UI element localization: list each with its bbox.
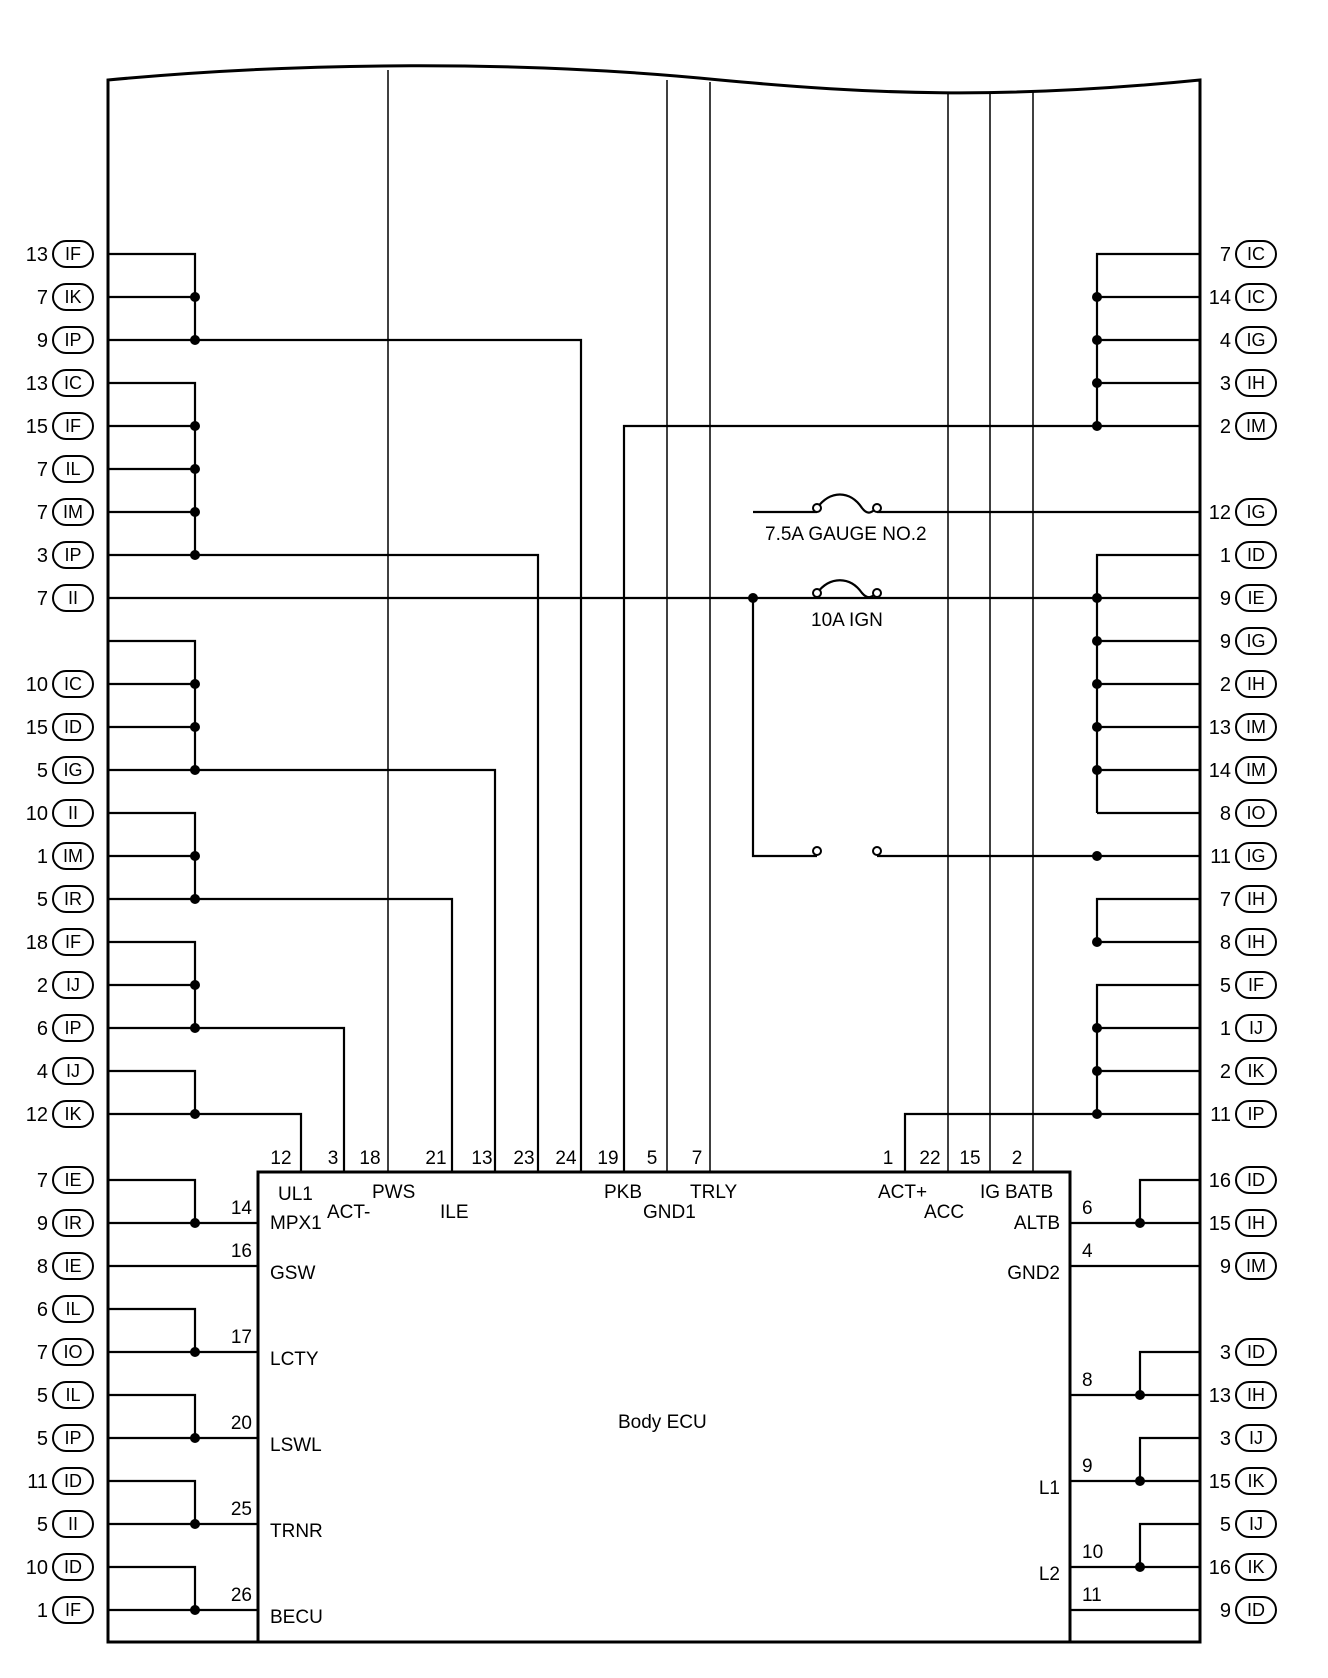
- connector-pin-number: 9: [1219, 631, 1231, 653]
- connector-pin-number: 1: [1219, 1018, 1231, 1040]
- connector-pin-number: 1: [36, 1600, 48, 1622]
- connector-pin-number: 5: [36, 889, 48, 911]
- ecu-top-pin-number: 19: [597, 1148, 619, 1169]
- connector-code: ID: [1247, 1170, 1265, 1190]
- connector-pin-number: 7: [36, 1342, 48, 1364]
- connector-pin-number: 5: [1219, 975, 1231, 997]
- connector-pin-number: 2: [1219, 1061, 1231, 1083]
- connector-pin-number: 5: [1219, 1514, 1231, 1536]
- left-connector-ii-7: [37, 585, 93, 611]
- connector-code: IG: [1246, 846, 1266, 866]
- wire: [1140, 1524, 1200, 1567]
- right-connector-im-13: [1209, 714, 1276, 740]
- ecu-top-pin-label: ILE: [440, 1202, 469, 1223]
- ecu-left-pin-number: 26: [230, 1585, 252, 1606]
- connector-pin-number: 8: [36, 1256, 48, 1278]
- connector-code: IJ: [1248, 1514, 1264, 1534]
- ecu-top-pin-number: 13: [471, 1148, 493, 1169]
- junction-dot: [190, 1023, 200, 1033]
- ecu-top-pin-label: BATB: [1005, 1182, 1054, 1203]
- connector-code: IL: [65, 1385, 81, 1405]
- junction-dot: [1092, 378, 1102, 388]
- ecu-top-pin-number: 3: [327, 1148, 339, 1169]
- junction-dot: [190, 1218, 200, 1228]
- ecu-right-pin-number: 4: [1082, 1241, 1093, 1262]
- connector-code: IG: [63, 760, 83, 780]
- connector-code: II: [67, 1514, 79, 1534]
- junction-dot: [190, 1433, 200, 1443]
- ecu-left-pin-number: 16: [230, 1241, 252, 1262]
- left-connector-il-7: [37, 456, 93, 482]
- connector-pin-number: 9: [1219, 1600, 1231, 1622]
- connector-code: IH: [1247, 1213, 1265, 1233]
- connector-pin-number: 7: [36, 1170, 48, 1192]
- connector-code: IH: [1247, 373, 1265, 393]
- connector-pin-number: 13: [25, 244, 48, 266]
- junction-dot: [190, 722, 200, 732]
- wire: [905, 1114, 1200, 1172]
- ecu-right-pin-number: 10: [1082, 1542, 1104, 1563]
- connector-pin-number: 5: [36, 1514, 48, 1536]
- connector-code: IR: [64, 889, 82, 909]
- ecu-top-pin-number: 24: [555, 1148, 577, 1169]
- junction-dot: [190, 464, 200, 474]
- junction-dot: [1135, 1476, 1145, 1486]
- right-connector-ik-2: [1220, 1058, 1276, 1084]
- fuse-ign: [811, 580, 883, 631]
- ecu-top-pin-number: 15: [959, 1148, 981, 1169]
- connector-pin-number: 13: [1208, 1385, 1231, 1407]
- ecu-top-pin-number: 22: [919, 1148, 941, 1169]
- connector-code: IC: [1247, 287, 1265, 307]
- right-connector-id-9: [1220, 1597, 1276, 1623]
- wire: [753, 598, 817, 856]
- connector-pin-number: 9: [36, 1213, 48, 1235]
- connector-pin-number: 3: [1219, 1428, 1231, 1450]
- connector-pin-number: 18: [25, 932, 48, 954]
- connector-code: ID: [64, 717, 82, 737]
- wire: [108, 1028, 344, 1172]
- connector-code: IP: [64, 545, 82, 565]
- right-connector-ie-9: [1220, 585, 1276, 611]
- connector-pin-number: 8: [1219, 932, 1231, 954]
- connector-pin-number: 4: [1219, 330, 1231, 352]
- junction-dot: [1092, 1066, 1102, 1076]
- connector-code: IK: [1247, 1471, 1265, 1491]
- connector-pin-number: 15: [1208, 1471, 1231, 1493]
- ecu-right-pin-number: 6: [1082, 1198, 1093, 1219]
- ecu-right-pin-label: GND2: [1007, 1263, 1060, 1284]
- connector-code: IJ: [1248, 1018, 1264, 1038]
- ecu-top-pin-number: 1: [882, 1148, 894, 1169]
- wire-network: [108, 70, 1200, 1610]
- connector-pin-number: 7: [36, 287, 48, 309]
- left-connector-im-1: [37, 843, 93, 869]
- junction-dot: [1135, 1218, 1145, 1228]
- ecu-top-pin-number: 5: [646, 1148, 658, 1169]
- ecu-pin-labels: [231, 1148, 1103, 1628]
- connector-code: IG: [1246, 330, 1266, 350]
- wire: [108, 1309, 195, 1352]
- left-connector-ik-7: [37, 284, 93, 310]
- left-connector-if-13: [26, 241, 93, 267]
- ecu-left-pin-label: GSW: [270, 1263, 316, 1284]
- connector-pin-number: 3: [36, 545, 48, 567]
- junction-dot: [1092, 292, 1102, 302]
- connector-pin-number: 5: [36, 760, 48, 782]
- ecu-right-pin-number: 9: [1082, 1456, 1093, 1477]
- left-connector-io-7: [37, 1339, 93, 1365]
- connector-code: IE: [64, 1170, 82, 1190]
- connector-pin-number: 5: [36, 1385, 48, 1407]
- connector-pin-number: 1: [36, 846, 48, 868]
- connector-pin-number: 3: [1219, 1342, 1231, 1364]
- connector-code: IM: [1246, 416, 1266, 436]
- connector-code: ID: [1247, 545, 1265, 565]
- left-connector-im-7: [37, 499, 93, 525]
- connector-pin-number: 10: [25, 803, 48, 825]
- right-connector-ij-5: [1220, 1511, 1276, 1537]
- wire: [1140, 1180, 1200, 1223]
- junction-dot: [1135, 1390, 1145, 1400]
- connector-code: IF: [65, 244, 81, 264]
- ecu-left-pin-number: 14: [230, 1198, 252, 1219]
- left-connector-ij-4: [37, 1058, 93, 1084]
- junction-dot: [190, 1605, 200, 1615]
- junction-dot: [1092, 593, 1102, 603]
- wire: [108, 555, 538, 1172]
- right-connector-id-1: [1220, 542, 1276, 568]
- connector-code: IE: [64, 1256, 82, 1276]
- connector-pin-number: 7: [1219, 244, 1231, 266]
- wire: [108, 899, 452, 1172]
- junction-dot: [1092, 335, 1102, 345]
- right-connector-ij-3: [1220, 1425, 1276, 1451]
- switch-contact-left: [813, 847, 821, 855]
- connector-code: II: [67, 803, 79, 823]
- connector-code: ID: [1247, 1600, 1265, 1620]
- connector-code: IL: [65, 1299, 81, 1319]
- junction-dot: [190, 765, 200, 775]
- right-connector-id-16: [1209, 1167, 1276, 1193]
- connector-code: IJ: [65, 1061, 81, 1081]
- wire: [1140, 1352, 1200, 1395]
- connector-pin-number: 15: [25, 717, 48, 739]
- connector-pin-number: 7: [36, 588, 48, 610]
- right-connector-im-2: [1220, 413, 1276, 439]
- ecu-right-pin-label: L1: [1038, 1478, 1060, 1499]
- body-ecu-box: [258, 1172, 1070, 1642]
- left-connector-if-15: [26, 413, 93, 439]
- junction-dot: [190, 421, 200, 431]
- connector-code: IF: [65, 416, 81, 436]
- junction-dot: [1092, 851, 1102, 861]
- connector-pin-number: 2: [1219, 674, 1231, 696]
- left-connector-ie-7: [37, 1167, 93, 1193]
- ecu-left-pin-label: LSWL: [270, 1435, 322, 1456]
- left-connector-ik-12: [26, 1101, 93, 1127]
- connector-code: IM: [1246, 1256, 1266, 1276]
- junction-dot: [1092, 722, 1102, 732]
- connector-code: IG: [1246, 631, 1266, 651]
- junction-dot: [190, 1519, 200, 1529]
- connector-code: IH: [1247, 889, 1265, 909]
- ecu-top-pin-label: PKB: [604, 1182, 643, 1203]
- connector-code: IE: [1247, 588, 1265, 608]
- connector-pin-number: 2: [1219, 416, 1231, 438]
- junction-dot: [1092, 937, 1102, 947]
- connector-code: IK: [64, 1104, 82, 1124]
- junction-dot: [190, 1347, 200, 1357]
- connector-pin-number: 6: [36, 1299, 48, 1321]
- connector-pin-number: 10: [25, 674, 48, 696]
- connector-code: IK: [1247, 1061, 1265, 1081]
- left-connector-id-15: [26, 714, 93, 740]
- ecu-top-pin-label: ACC: [924, 1202, 965, 1223]
- connector-code: ID: [1247, 1342, 1265, 1362]
- ecu-top-pin-label: TRLY: [690, 1182, 738, 1203]
- right-connector-ih-13: [1209, 1382, 1276, 1408]
- connector-pin-number: 11: [1210, 846, 1231, 868]
- ecu-left-pin-number: 20: [230, 1413, 252, 1434]
- ecu-right-pin-number: 8: [1082, 1370, 1093, 1391]
- connector-code: IC: [1247, 244, 1265, 264]
- connector-pin-number: 7: [36, 502, 48, 524]
- right-connector-id-3: [1220, 1339, 1276, 1365]
- connector-pin-number: 16: [1208, 1170, 1231, 1192]
- connector-code: IF: [1248, 975, 1264, 995]
- right-connector-im-14: [1209, 757, 1276, 783]
- connector-code: IP: [64, 1428, 82, 1448]
- ecu-top-pin-label: PWS: [372, 1182, 416, 1203]
- ecu-top-pin-number: 7: [691, 1148, 703, 1169]
- connector-pin-number: 2: [36, 975, 48, 997]
- junction-dot: [1092, 421, 1102, 431]
- right-connector-im-9: [1220, 1253, 1276, 1279]
- connector-code: IJ: [1248, 1428, 1264, 1448]
- connector-code: IR: [64, 1213, 82, 1233]
- connector-code: ID: [64, 1471, 82, 1491]
- right-connector-ic-14: [1209, 284, 1276, 310]
- wire: [108, 1180, 195, 1223]
- wire: [108, 1395, 195, 1438]
- junction-dot: [190, 679, 200, 689]
- wire: [108, 1071, 195, 1114]
- junction-dot: [1135, 1562, 1145, 1572]
- left-connector-ii-10: [26, 800, 93, 826]
- ecu-top-pin-label: GND1: [643, 1202, 696, 1223]
- connector-code: IJ: [65, 975, 81, 995]
- left-connector-ie-8: [37, 1253, 93, 1279]
- junction-dot: [1092, 1109, 1102, 1119]
- left-connector-id-11: [27, 1468, 93, 1494]
- connector-pin-number: 12: [25, 1104, 48, 1126]
- junction-dot: [190, 292, 200, 302]
- right-connector-ik-15: [1209, 1468, 1276, 1494]
- left-connector-ip-3: [37, 542, 93, 568]
- left-connector-il-5: [37, 1382, 93, 1408]
- ecu-top-pin-label: ACT+: [878, 1182, 928, 1203]
- junction-dot: [1092, 679, 1102, 689]
- left-connector-ip-5: [37, 1425, 93, 1451]
- connector-pin-number: 9: [1219, 1256, 1231, 1278]
- left-connector-ic-13: [26, 370, 93, 396]
- ecu-top-pin-number: 18: [359, 1148, 381, 1169]
- left-connector-ip-6: [37, 1015, 93, 1041]
- connector-code: IO: [1246, 803, 1266, 823]
- right-connector-ih-7: [1220, 886, 1276, 912]
- connector-code: IG: [1246, 502, 1266, 522]
- connector-code: IO: [63, 1342, 83, 1362]
- connector-code: IP: [64, 330, 82, 350]
- connector-code: IF: [65, 932, 81, 952]
- left-connector-ir-9: [37, 1210, 93, 1236]
- harness-frame: [108, 66, 1200, 1642]
- connector-pin-number: 13: [1208, 717, 1231, 739]
- connector-code: IC: [64, 674, 82, 694]
- right-connector-if-5: [1220, 972, 1276, 998]
- left-connector-id-10: [26, 1554, 93, 1580]
- connector-code: IM: [1246, 717, 1266, 737]
- connector-pin-number: 3: [1219, 373, 1231, 395]
- connector-code: II: [67, 588, 79, 608]
- connector-pin-number: 15: [25, 416, 48, 438]
- junction-dot: [190, 335, 200, 345]
- connector-code: IH: [1247, 1385, 1265, 1405]
- right-connector-ih-2: [1220, 671, 1276, 697]
- ecu-left-pin-label: TRNR: [270, 1521, 323, 1542]
- right-connector-ih-3: [1220, 370, 1276, 396]
- junction-dot: [190, 980, 200, 990]
- ecu-top-pin-number: 12: [270, 1148, 292, 1169]
- right-connector-ip-11: [1210, 1101, 1276, 1127]
- junction-dot: [190, 1109, 200, 1119]
- wire: [108, 1567, 195, 1610]
- connector-code: IK: [64, 287, 82, 307]
- junction-dot: [1092, 1023, 1102, 1033]
- left-connector-ic-10: [26, 671, 93, 697]
- connector-pin-number: 10: [25, 1557, 48, 1579]
- left-connector-ii-5: [37, 1511, 93, 1537]
- fuse-label-gauge: 7.5A GAUGE NO.2: [765, 524, 927, 545]
- connector-pin-number: 16: [1208, 1557, 1231, 1579]
- wire: [1140, 1438, 1200, 1481]
- left-connector-ir-5: [37, 886, 93, 912]
- ecu-top-pin-label: ACT-: [327, 1202, 371, 1223]
- junction-dot: [190, 894, 200, 904]
- connector-pin-number: 15: [1208, 1213, 1231, 1235]
- junction-dot: [190, 851, 200, 861]
- connector-code: IM: [1246, 760, 1266, 780]
- ecu-top-pin-label: UL1: [278, 1184, 313, 1205]
- connector-pin-number: 1: [1219, 545, 1231, 567]
- right-connector-ig-4: [1220, 327, 1276, 353]
- connector-pin-number: 14: [1208, 760, 1231, 782]
- connector-pin-number: 13: [25, 373, 48, 395]
- connector-code: IF: [65, 1600, 81, 1620]
- junction-dot: [1092, 636, 1102, 646]
- connector-code: ID: [64, 1557, 82, 1577]
- ecu-top-pin-label: IG: [980, 1182, 1001, 1203]
- connector-pin-number: 4: [36, 1061, 48, 1083]
- left-connector-ip-9: [37, 327, 93, 353]
- connector-code: IL: [65, 459, 81, 479]
- wire: [108, 770, 495, 1172]
- connector-pin-number: 12: [1208, 502, 1231, 524]
- ecu-left-pin-label: BECU: [270, 1607, 323, 1628]
- connector-pin-number: 14: [1208, 287, 1231, 309]
- connector-pin-number: 11: [1210, 1104, 1231, 1126]
- junction-dot: [190, 507, 200, 517]
- connector-pin-number: 8: [1219, 803, 1231, 825]
- ecu-top-pin-number: 2: [1011, 1148, 1023, 1169]
- left-connector-if-18: [26, 929, 93, 955]
- connector-pin-number: 7: [1219, 889, 1231, 911]
- connector-pin-number: 6: [36, 1018, 48, 1040]
- left-connector-if-1: [37, 1597, 93, 1623]
- ecu-right-pin-label: ALTB: [1013, 1213, 1060, 1234]
- ecu-left-pin-label: LCTY: [270, 1349, 319, 1370]
- right-connector-ih-15: [1209, 1210, 1276, 1236]
- connector-code: IH: [1247, 932, 1265, 952]
- right-connector-ij-1: [1220, 1015, 1276, 1041]
- junction-dot: [190, 550, 200, 560]
- right-connector-ic-7: [1220, 241, 1276, 267]
- connector-code: IM: [63, 846, 83, 866]
- junction-dot: [748, 593, 758, 603]
- wire: [108, 1481, 195, 1524]
- ecu-left-pin-number: 17: [230, 1327, 252, 1348]
- ecu-top-pin-number: 21: [425, 1148, 447, 1169]
- connector-pin-number: 7: [36, 459, 48, 481]
- connector-code: IH: [1247, 674, 1265, 694]
- wire: [1097, 899, 1200, 942]
- right-connector-ih-8: [1220, 929, 1276, 955]
- switch-contact-right: [873, 847, 881, 855]
- connector-code: IC: [64, 373, 82, 393]
- ecu-left-pin-number: 25: [230, 1499, 252, 1520]
- fuse-label-ign: 10A IGN: [811, 610, 883, 631]
- left-connector-ig-5: [37, 757, 93, 783]
- connector-pin-number: 11: [27, 1471, 48, 1493]
- junction-dot: [1092, 765, 1102, 775]
- connector-code: IK: [1247, 1557, 1265, 1577]
- right-connector-ik-16: [1209, 1554, 1276, 1580]
- connector-pin-number: 9: [36, 330, 48, 352]
- left-connector-il-6: [37, 1296, 93, 1322]
- right-connector-ig-12: [1209, 499, 1276, 525]
- right-connector-ig-9: [1220, 628, 1276, 654]
- wire: [1097, 985, 1200, 1114]
- ecu-left-pin-label: MPX1: [270, 1213, 322, 1234]
- left-connector-ij-2: [37, 972, 93, 998]
- connector-pin-number: 9: [1219, 588, 1231, 610]
- ecu-right-pin-number: 11: [1082, 1585, 1102, 1606]
- ecu-right-pin-label: L2: [1038, 1564, 1060, 1585]
- wire: [108, 641, 195, 770]
- ecu-top-pin-number: 23: [513, 1148, 535, 1169]
- connector-code: IP: [64, 1018, 82, 1038]
- ecu-title: Body ECU: [618, 1412, 707, 1433]
- right-connector-io-8: [1220, 800, 1276, 826]
- connector-code: IM: [63, 502, 83, 522]
- right-connector-ig-11: [1210, 843, 1276, 869]
- connector-code: IP: [1247, 1104, 1265, 1124]
- fuse-gauge-no2: [765, 495, 927, 546]
- connector-pin-number: 5: [36, 1428, 48, 1450]
